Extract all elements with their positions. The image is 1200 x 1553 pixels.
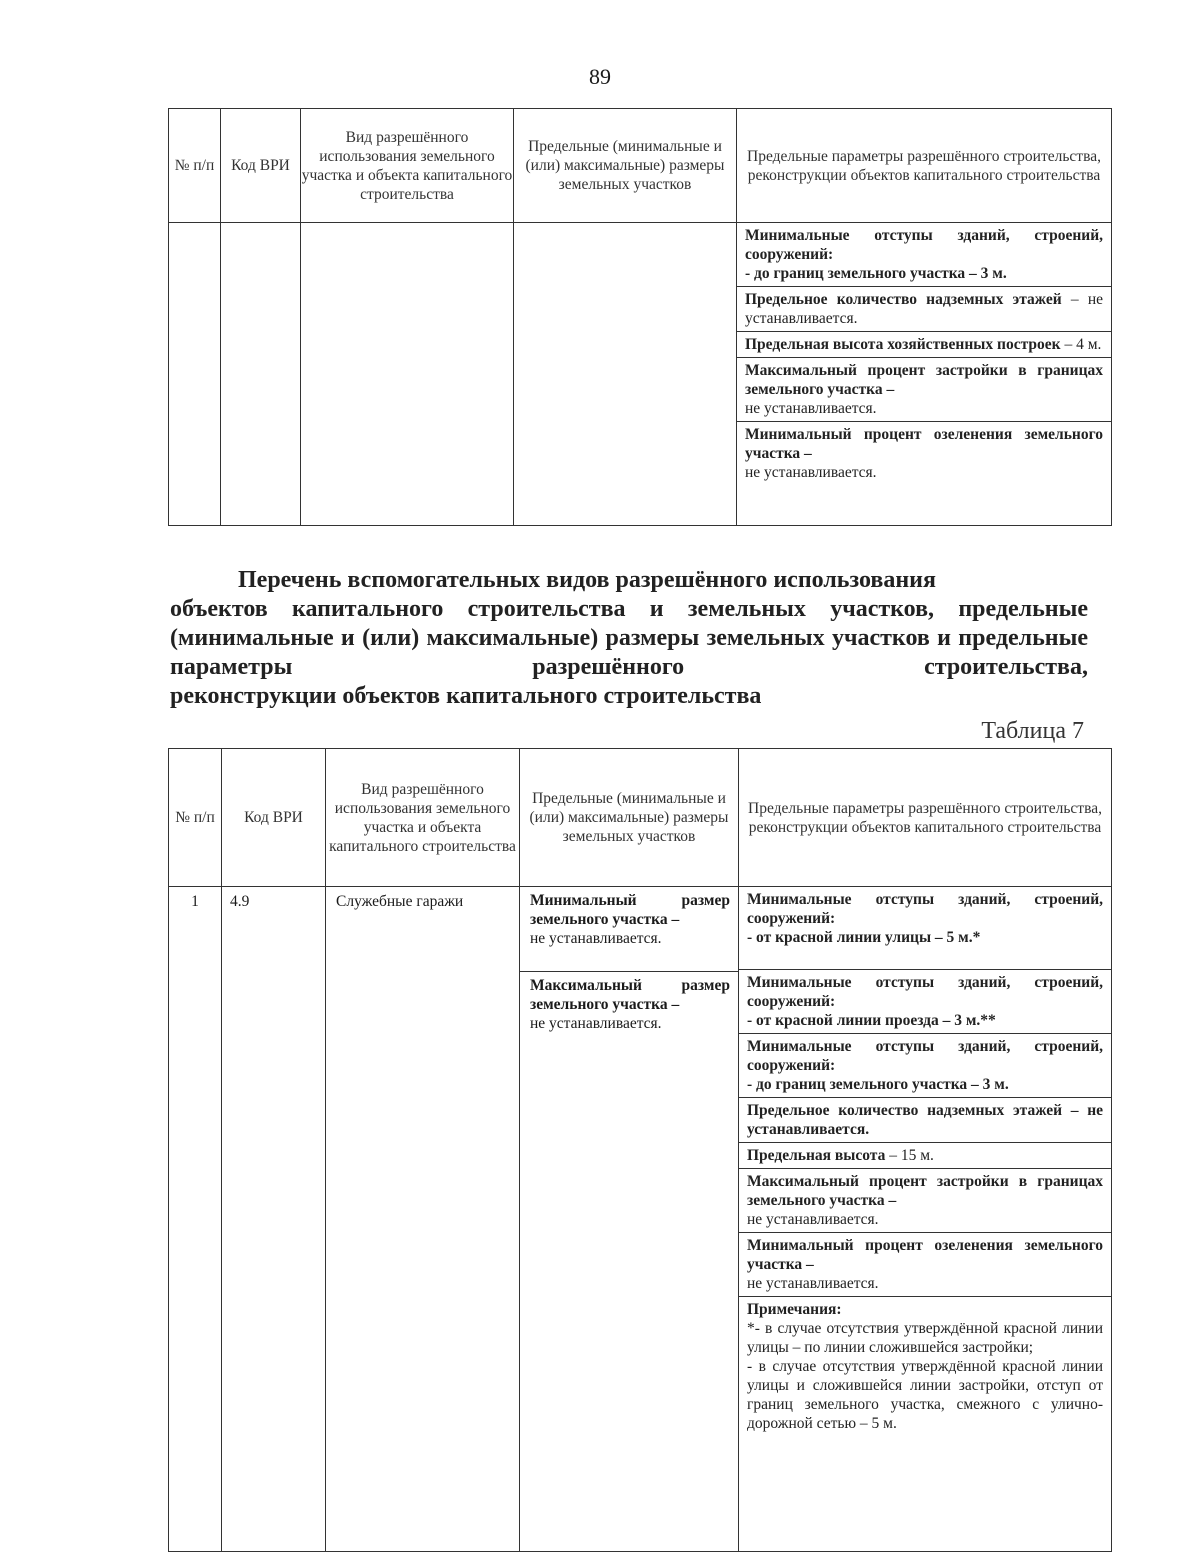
param-item: Предельная высота хозяйственных построек – 4 м. xyxy=(737,332,1111,358)
param-item: Предельное количество надземных этажей – не устанавливается. xyxy=(737,287,1111,332)
sizes-cell xyxy=(520,887,739,1552)
header-num: № п/п xyxy=(169,749,222,887)
header-num: № п/п xyxy=(169,109,221,223)
notes xyxy=(739,1297,1111,1436)
notes-title: Примечания: xyxy=(747,1301,842,1318)
param-item: Минимальный процент озеленения земельного участка – не устанавливается. xyxy=(739,1233,1111,1297)
header-params: Предельные параметры разрешённого строительства, реконструкции объектов капитального строительства xyxy=(739,749,1112,887)
table-label: Таблица 7 xyxy=(981,718,1084,744)
header-sizes: Предельные (минимальные и (или) максимальные) размеры земельных участков xyxy=(520,749,739,887)
header-code: Код ВРИ xyxy=(222,749,326,887)
params-cell xyxy=(739,887,1112,1552)
header-sizes: Предельные (минимальные и (или) максимальные) размеры земельных участков xyxy=(514,109,737,223)
params-cell xyxy=(737,223,1112,526)
table-7 xyxy=(168,748,1112,1552)
table-continued xyxy=(168,108,1112,526)
size-item: Минимальный размер земельного участка – не устанавливается. xyxy=(520,887,738,972)
header-type: Вид разрешённого использования земельного участка и объекта капитального строительства xyxy=(301,109,514,223)
row-code: 4.9 xyxy=(222,887,326,1552)
row-type: Служебные гаражи xyxy=(326,887,520,1552)
note-1: *- в случае отсутствия утверждённой красной линии улицы – по линии сложившейся застройки; xyxy=(747,1320,1103,1356)
page-number: 89 xyxy=(589,64,611,89)
row-number: 1 xyxy=(169,887,222,1552)
cell-empty xyxy=(169,223,221,526)
param-item: Предельное количество надземных этажей – не устанавливается. xyxy=(739,1098,1111,1143)
param-item: Минимальные отступы зданий, строений, сооружений: - до границ земельного участка – 3 м. xyxy=(739,1034,1111,1098)
param-item: Максимальный процент застройки в границах земельного участка – не устанавливается. xyxy=(737,358,1111,422)
cell-empty xyxy=(514,223,737,526)
header-type: Вид разрешённого использования земельного участка и объекта капитального строительства xyxy=(326,749,520,887)
param-item: Минимальные отступы зданий, строений, сооружений: - от красной линии проезда – 3 м.** xyxy=(739,970,1111,1034)
param-item: Минимальные отступы зданий, строений, сооружений: - от красной линии улицы – 5 м.* xyxy=(739,887,1111,970)
param-item: Максимальный процент застройки в границах земельного участка – не устанавливается. xyxy=(739,1169,1111,1233)
section-heading: Перечень вспомогательных видов разрешённого использования объектов капитального строительства и земельных участков, предельные (минимальные и (или) максимальные) размеры земельных участков и предельные параметры разрешённого строительства, реконструкции объектов капитального строительства xyxy=(170,567,1088,709)
header-params: Предельные параметры разрешённого строительства, реконструкции объектов капитального строительства xyxy=(737,109,1112,223)
note-2: - в случае отсутствия утверждённой красной линии улицы и сложившейся линии застройки, отступ от границ земельного участка, смежного с улично-дорожной сетью – 5 м. xyxy=(747,1358,1103,1432)
cell-empty xyxy=(221,223,301,526)
header-code: Код ВРИ xyxy=(221,109,301,223)
cell-empty xyxy=(301,223,514,526)
param-item: Минимальный процент озеленения земельного участка – не устанавливается. xyxy=(745,426,1103,481)
size-item: Максимальный размер земельного участка – не устанавливается. xyxy=(530,977,730,1032)
param-item: Минимальные отступы зданий, строений, сооружений: - до границ земельного участка – 3 м. xyxy=(737,223,1111,287)
param-item: Предельная высота – 15 м. xyxy=(739,1143,1111,1169)
